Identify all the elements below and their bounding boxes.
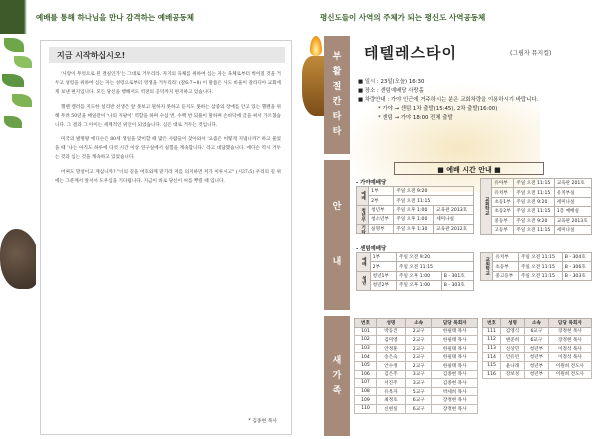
table-row xyxy=(355,387,478,396)
table-cell: 114 xyxy=(483,353,501,362)
table-cell: 강보성 xyxy=(501,370,525,379)
table-cell: 한필태 목사 xyxy=(432,344,478,353)
new-family-table-right xyxy=(482,318,592,379)
table-cell: 김미영 xyxy=(376,336,405,345)
table-header-cell: 소속 xyxy=(524,319,548,328)
table-row xyxy=(355,353,478,362)
table-cell: 111 xyxy=(483,327,501,336)
table-cell: 5교구 xyxy=(405,387,432,396)
guide-label: 안 내 xyxy=(324,160,350,310)
table-cell: 한필태 목사 xyxy=(432,327,478,336)
cantata-section xyxy=(324,36,594,154)
table-cell: 한필태 목사 xyxy=(432,353,478,362)
table-cell: 이정석 목사 xyxy=(548,344,591,353)
table-cell: 이정석 목사 xyxy=(548,353,591,362)
table-cell: 이원희 전도사 xyxy=(548,370,591,379)
table-cell: 6교구 xyxy=(405,396,432,405)
table-cell: 김종현 목사 xyxy=(432,370,478,379)
table-header-cell: 담당 목회자 xyxy=(432,319,478,328)
table-cell: 116 xyxy=(483,370,501,379)
table-cell: 신상민 xyxy=(501,344,525,353)
article-box xyxy=(40,40,292,435)
table-cell: 113 xyxy=(483,344,501,353)
table-cell: 109 xyxy=(355,396,377,405)
table-cell: 104 xyxy=(355,353,377,362)
table-cell: 안수정 xyxy=(376,361,405,370)
article-paragraph: 헬렌 켈러를 지도한 설리반 선생은 앞 못보고 말하지 못하고 듣지도 못하는 삼중의 장애를 안고 있는 헬렌을 위해 무려 50년을 매일같이 '나의 지팡이' 역할을 하며 수십 번, 수백 번 되풀이 말하며 손바닥에 글을 써서 가르쳤습니다. 그 결과 그 아이는 세계적인 위인이 되었습니다. 심은 대로 거두는 것입니다. xyxy=(55,104,281,128)
table-cell: 108 xyxy=(355,387,377,396)
table-cell: 6교구 xyxy=(405,404,432,413)
table-row xyxy=(483,344,592,353)
table-row xyxy=(355,370,478,379)
table-cell: 한필태 목사 xyxy=(432,361,478,370)
table-cell: 청년부 xyxy=(524,344,548,353)
table-cell: 신현실 xyxy=(376,404,405,413)
table-cell: 김은주 xyxy=(376,370,405,379)
table-cell: 2교구 xyxy=(405,336,432,345)
plant-illustration xyxy=(0,30,36,439)
table-header-cell: 성명 xyxy=(501,319,525,328)
new-family-table-left xyxy=(354,318,478,414)
table-cell: 안정훈 xyxy=(376,344,405,353)
gaya-title: - 가야예배당 xyxy=(356,180,387,186)
article-signature: * 김종현 목사 xyxy=(248,419,277,424)
table-row xyxy=(355,361,478,370)
cantata-subtitle: (그림자 뮤지컬) xyxy=(510,50,552,57)
table-cell: 110 xyxy=(355,404,377,413)
table-row xyxy=(483,353,592,362)
table-cell: 장정현 목사 xyxy=(548,327,591,336)
article-paragraph: 미국의 발명왕 에디슨은 80세 생일을 맞이할 때 많은 사람들이 찾아와서 '요즘은 어떻게 지냅니까?' 하고 물었을 때 '나는 아직도 하루에 다섯 시간 이상 연구실에서 실험을 계속합니다.' 라고 대답했습니다. 에디슨 역시 거두는 것과 심는 것을 계속하고 있었습니다. xyxy=(55,137,281,161)
article-paragraph: '사랑이 무엇으로 된 결실인가'는 그대로 거두리라. 자기의 육체를 위하여 심는 자는 육체로부터 썩어질 것을 거두고 성령을 위하여 심는 자는 성령으로부터 영생을 거두리라' (갈6:7~8) 이 말씀은 사도 바울이 갈라디아 교회에게 보낸 편지입니다. 모든 당신을 행해서도 역전의 공덕까지 편지하고 있습니다. xyxy=(55,72,281,95)
table-cell: 김종현 목사 xyxy=(432,379,478,388)
table-cell: 107 xyxy=(355,379,377,388)
table-cell: 안유빈 xyxy=(501,353,525,362)
table-header-cell: 성명 xyxy=(376,319,405,328)
table-cell: 101 xyxy=(355,327,377,336)
table-row xyxy=(355,404,478,413)
cantata-info: ■ 일시 : 23일(오늘) 16:30 ■ 장소 : 센텀예배당 사랑홀 ■ 차량안내 : 가야 인근에 거주하시는 분은 교회차량을 이용하시기 바랍니다. * 가야 → 센텀 1차 출발(15:45), 2차 출발(16:00) * 센텀 → 가야 18:00 전체 출발 xyxy=(358,79,539,121)
table-cell: 박동진 xyxy=(376,327,405,336)
table-header-row xyxy=(355,319,478,328)
cantata-label: 부 활 절 칸 타 타 xyxy=(324,36,350,154)
cantata-title: 테텔레스타이 xyxy=(364,44,457,62)
table-row xyxy=(355,336,478,345)
table-cell: 송은숙 xyxy=(376,353,405,362)
table-cell: 2교구 xyxy=(405,353,432,362)
worship-guide-heading: ■ 예배 시간 안내 ■ xyxy=(394,162,544,175)
table-cell: 115 xyxy=(483,361,501,370)
table-header-row xyxy=(483,319,592,328)
table-header-cell: 소속 xyxy=(405,319,432,328)
table-row xyxy=(483,336,592,345)
table-cell: 최정호 xyxy=(376,396,405,405)
article-paragraph: 어찌도 망설이고 계십니까? "너의 길을 여호와께 맡기라 저를 의지하면 저가 이루시고" (시37:5) 우리의 길 위에는 그분께서 앞서서 도우심을 기다립니다. 지금이 바로 당신이 씨를 뿌릴 때 입니다. xyxy=(55,170,281,185)
table-row xyxy=(483,361,592,370)
table-header-cell: 번호 xyxy=(355,319,377,328)
table-cell: 김영식 xyxy=(501,327,525,336)
new-family-section xyxy=(324,316,594,436)
gaya-main-table: 예배 1부 주일 오전 9:20 2부 주일 오전 11:15 청년부 청년부 주일 오후 1:00 교육관 2013호 청소년부 주일 오후 1:00 세미나실 기타 실명부 주일 오후 1:30 교육관 2012호 xyxy=(356,186,474,234)
table-row xyxy=(483,370,592,379)
table-cell: 2교구 xyxy=(405,361,432,370)
right-motto: 평신도들이 사역의 주체가 되는 평신도 사역공동체 xyxy=(320,13,486,22)
table-row xyxy=(355,327,478,336)
left-motto: 예배를 통해 하나님을 만나 감격하는 예배공동체 xyxy=(36,13,194,22)
table-cell: 103 xyxy=(355,344,377,353)
table-cell: 변준희 xyxy=(501,336,525,345)
table-cell: 장정현 목사 xyxy=(432,404,478,413)
table-cell: 유옥자 xyxy=(376,387,405,396)
table-cell: 3교구 xyxy=(405,379,432,388)
table-row xyxy=(355,396,478,405)
table-cell: 105 xyxy=(355,361,377,370)
table-cell: 3교구 xyxy=(405,370,432,379)
centum-school-table: 교회학교 유치부 주일 오전 11:15 B - 304호 초등부 주일 오전 11:15 B - 306호 중고등부 주일 오전 11:15 B - 303호 xyxy=(480,252,592,281)
table-cell: 106 xyxy=(355,370,377,379)
table-cell: 청년부 xyxy=(524,370,548,379)
table-row xyxy=(355,344,478,353)
table-cell: 6교구 xyxy=(524,336,548,345)
table-cell: 102 xyxy=(355,336,377,345)
table-cell: 112 xyxy=(483,336,501,345)
table-cell: 청년부 xyxy=(524,361,548,370)
table-row xyxy=(483,327,592,336)
table-cell: 윤나래 xyxy=(501,361,525,370)
worship-guide-section xyxy=(324,160,594,310)
table-cell: 서진주 xyxy=(376,379,405,388)
centum-title: - 센텀예배당 xyxy=(356,246,387,252)
table-cell: 이원희 전도사 xyxy=(548,361,591,370)
article-body xyxy=(55,71,281,193)
table-header-cell: 번호 xyxy=(483,319,501,328)
table-cell: 2교구 xyxy=(405,327,432,336)
table-cell: 6교구 xyxy=(524,327,548,336)
article-title: 지금 시작하십시오! xyxy=(49,47,285,63)
table-row xyxy=(355,379,478,388)
table-cell: 한필태 목사 xyxy=(432,336,478,345)
table-cell: 박세희 목사 xyxy=(432,387,478,396)
table-header-cell: 담당 목회자 xyxy=(548,319,591,328)
table-cell: 장정현 목사 xyxy=(432,396,478,405)
gaya-school-table: 교회학교 유아부 주일 오전 11:15 교육관 201호 유치부 주일 오전 11:15 유치부실 초등1부 주일 오전 9:20 세미나실 초등2부 주일 오전 11:15 1층 예배실 중등부 주일 오전 9:20 교육관 2013호 고등부 주일 오전 11:15 세미나실 xyxy=(480,178,592,235)
centum-main-table: 예배 1부 주일 오전 9:20 2부 주일 오전 11:15 청년 청년1부 주일 오후 1:00 B - 301호 청년2부 주일 오후 1:00 B - 303호 xyxy=(356,252,474,291)
table-cell: 장정현 목사 xyxy=(548,336,591,345)
table-cell: 청년부 xyxy=(524,353,548,362)
table-cell: 2교구 xyxy=(405,344,432,353)
right-page xyxy=(300,0,600,439)
family-label: 새 가 족 xyxy=(324,316,350,436)
